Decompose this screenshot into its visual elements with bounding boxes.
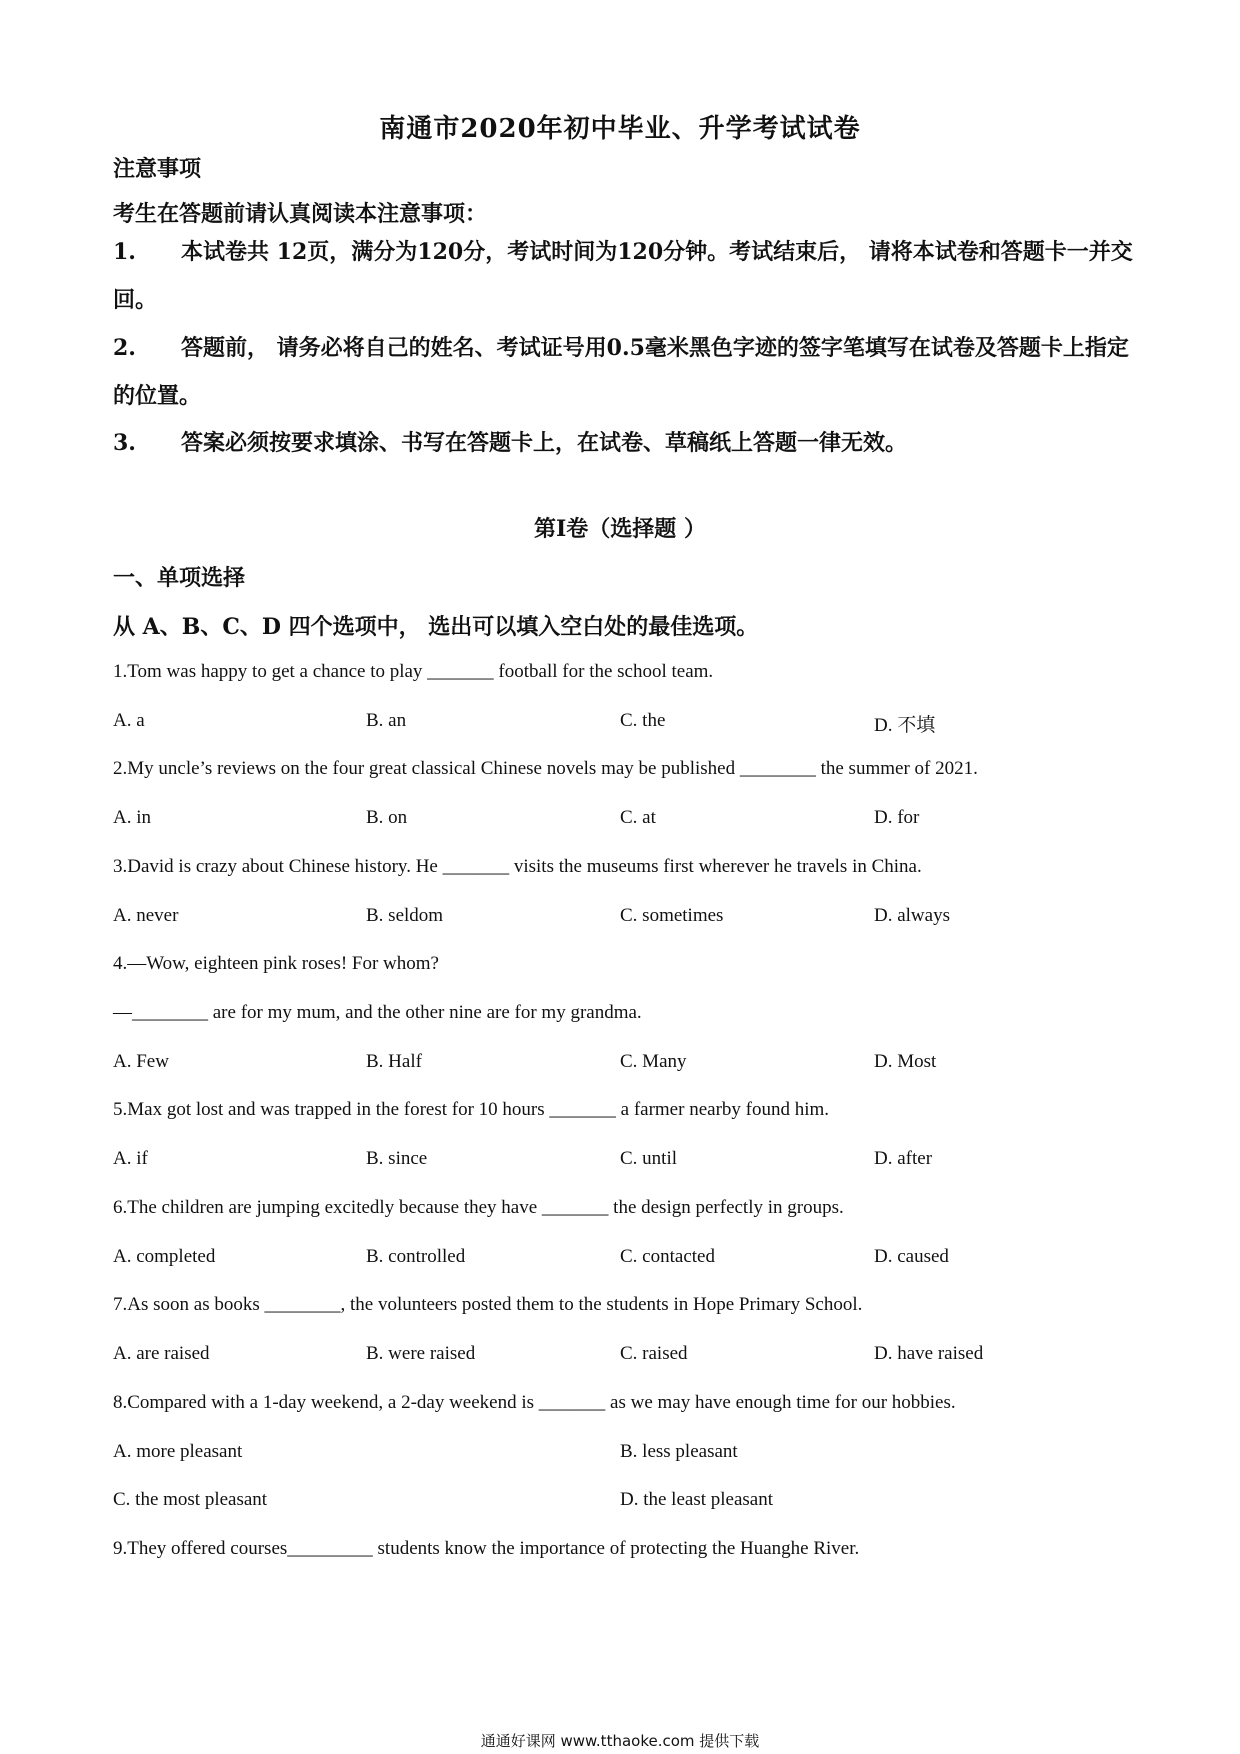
option-d: D. Most <box>874 1051 937 1072</box>
note-number: 3. <box>113 430 136 456</box>
question-text: 7.As soon as books ________, the volunteers posted them to the students in Hope Primary School. <box>113 1294 863 1315</box>
option-b: B. seldom <box>366 905 444 926</box>
option-d: D. after <box>874 1148 933 1169</box>
option-d: D. the least pleasant <box>620 1489 774 1510</box>
note-text: 答案必须按要求填涂、书写在答题卡上，在试卷、草稿纸上答题一律无效。 <box>181 430 908 456</box>
question-text: 9.They offered courses_________ students know the importance of protecting the Huanghe River. <box>113 1538 860 1559</box>
option-d: D. have raised <box>874 1343 984 1364</box>
question-text: 5.Max got lost and was trapped in the forest for 10 hours _______ a farmer nearby found him. <box>113 1099 830 1120</box>
option-d: D. caused <box>874 1246 949 1267</box>
note-number: 1. <box>113 239 136 265</box>
option-c: C. raised <box>620 1343 688 1364</box>
option-b: B. less pleasant <box>620 1441 738 1462</box>
question-text: 6.The children are jumping excitedly because they have _______ the design perfectly in groups. <box>113 1197 844 1218</box>
question-text: 1.Tom was happy to get a chance to play _______ football for the school team. <box>113 661 714 682</box>
option-b: B. were raised <box>366 1343 476 1364</box>
option-b: B. since <box>366 1148 428 1169</box>
option-a: A. never <box>113 905 179 926</box>
notes-heading: 注意事项 <box>113 156 202 182</box>
option-a: A. in <box>113 807 151 828</box>
option-a: A. completed <box>113 1246 216 1267</box>
note-item <box>113 419 1133 467</box>
notes-intro: 考生在答题前请认真阅读本注意事项： <box>113 201 488 227</box>
note-item <box>113 228 1133 324</box>
page-title: 南通市2020年初中毕业、升学考试试卷 <box>379 114 861 144</box>
option-c: C. until <box>620 1148 678 1169</box>
question-text: 4.—Wow, eighteen pink roses! For whom? <box>113 953 439 974</box>
note-text: 本试卷共 12页，满分为120分，考试时间为120分钟。考试结束后， 请将本试卷和答题卡一并交回。 <box>113 239 1133 313</box>
option-c: C. sometimes <box>620 905 724 926</box>
question-text: 2.My uncle’s reviews on the four great classical Chinese novels may be published ________ the summer of 2021. <box>113 758 978 779</box>
option-a: A. a <box>113 710 145 731</box>
option-d: D. for <box>874 807 920 828</box>
question-text: 3.David is crazy about Chinese history. He _______ visits the museums first wherever he travels in China. <box>113 856 922 877</box>
option-a: A. are raised <box>113 1343 210 1364</box>
note-item <box>113 324 1133 420</box>
option-a: A. Few <box>113 1051 169 1072</box>
option-c: C. contacted <box>620 1246 715 1267</box>
page-footer: 通通好课网 www.tthaoke.com 提供下载 <box>480 1732 760 1750</box>
option-b: B. on <box>366 807 408 828</box>
part-heading: 第Ⅰ卷（选择题 ） <box>534 516 706 542</box>
option-a: A. more pleasant <box>113 1441 243 1462</box>
question-text-line2: —________ are for my mum, and the other nine are for my grandma. <box>113 1002 642 1023</box>
section-instruction: 从 A、B、C、D 四个选项中， 选出可以填入空白处的最佳选项。 <box>113 614 759 640</box>
note-text: 答题前， 请务必将自己的姓名、考试证号用0.5毫米黑色字迹的签字笔填写在试卷及答题卡上指定的位置。 <box>113 335 1129 409</box>
question-text: 8.Compared with a 1-day weekend, a 2-day weekend is _______ as we may have enough time for our hobbies. <box>113 1392 956 1413</box>
option-b: B. Half <box>366 1051 422 1072</box>
option-d: D. 不填 <box>874 715 936 736</box>
note-number: 2. <box>113 335 136 361</box>
option-c: C. at <box>620 807 656 828</box>
option-b: B. an <box>366 710 407 731</box>
option-b: B. controlled <box>366 1246 466 1267</box>
section-heading: 一、单项选择 <box>113 565 246 591</box>
option-d: D. always <box>874 905 950 926</box>
option-a: A. if <box>113 1148 148 1169</box>
option-c: C. the <box>620 710 666 731</box>
option-c: C. Many <box>620 1051 687 1072</box>
option-c: C. the most pleasant <box>113 1489 268 1510</box>
